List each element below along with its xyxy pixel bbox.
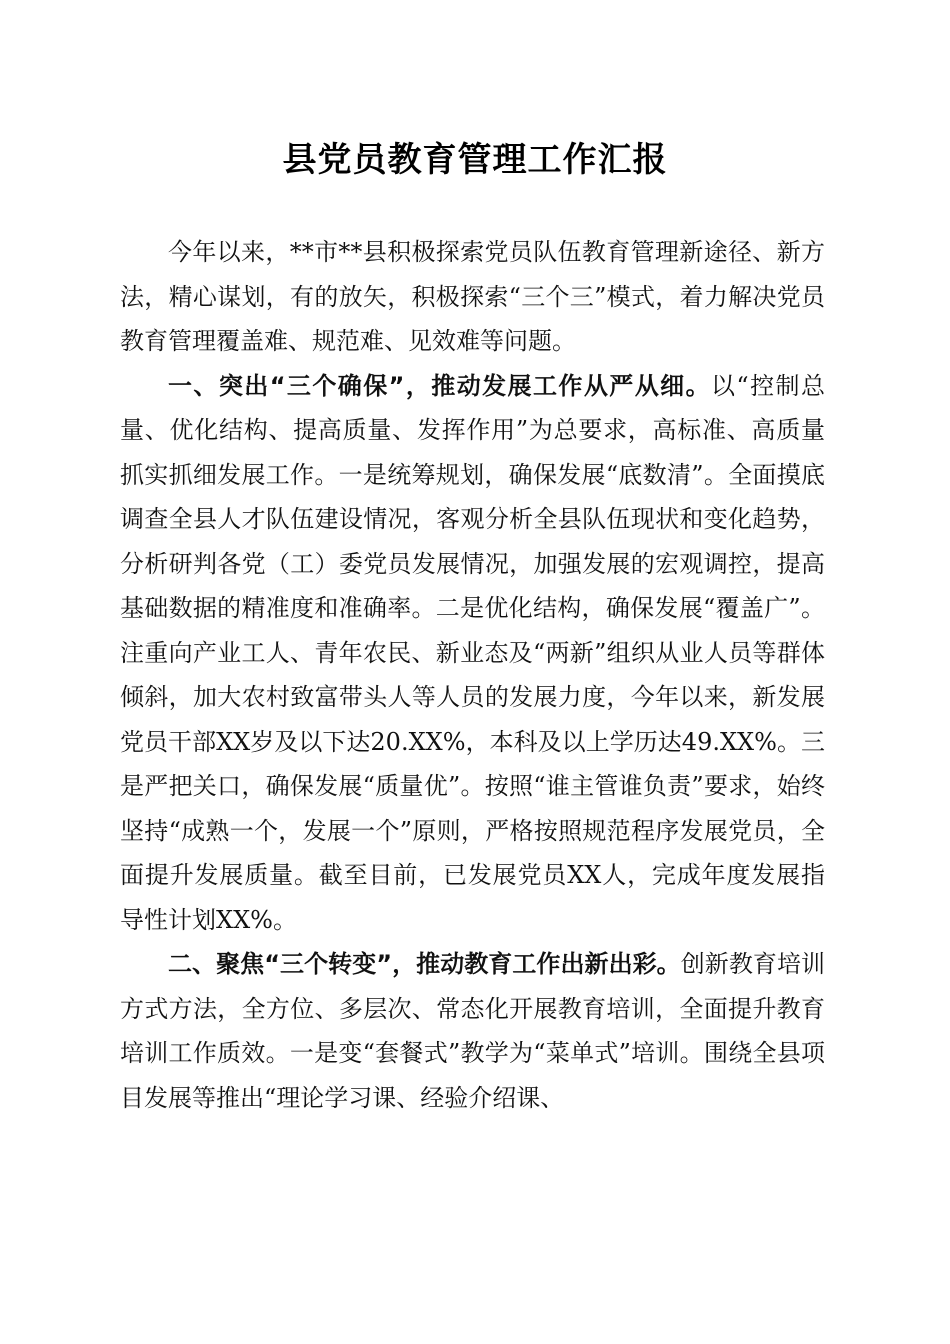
paragraph-text: 创新教育培训方式方法，全方位、多层次、常态化开展教育培训，全面提升教育培训工作质效。一是变“套餐式”教学为“菜单式”培训。围绕全县项目发展等推出“理论学习课、经验介绍课、 [120,950,826,1112]
section-heading: 一、突出“三个确保”，推动发展工作从严从细。 [168,371,711,400]
document-body [120,230,825,1120]
paragraph-text: 今年以来，**市**县积极探索党员队伍教育管理新途径、新方法，精心谋划，有的放矢，积极探索“三个三”模式，着力解决党员教育管理覆盖难、规范难、见效难等问题。 [120,238,825,355]
section-heading: 二、聚焦“三个转变”，推动教育工作出新出彩。 [168,950,681,978]
paragraph-section-one [120,364,825,943]
paragraph-section-two [120,942,825,1120]
paragraph-intro [120,230,825,364]
paragraph-text: 以“控制总量、优化结构、提高质量、发挥作用”为总要求，高标准、高质量抓实抓细发展工作。一是统筹规划，确保发展“底数清”。全面摸底调查全县人才队伍建设情况，客观分析全县队伍现状和变化趋势，分析研判各党（工）委党员发展情况，加强发展的宏观调控，提高基础数据的精准度和准确率。二是优化结构，确保发展“覆盖广”。注重向产业工人、青年农民、新业态及“两新”组织从业人员等群体倾斜，加大农村致富带头人等人员的发展力度，今年以来，新发展党员干部XX岁及以下达20.XX%，本科及以上学历达49.XX%。三是严把关口，确保发展“质量优”。按照“谁主管谁负责”要求，始终坚持“成熟一个，发展一个”原则，严格按照规范程序发展党员，全面提升发展质量。截至目前，已发展党员XX人，完成年度发展指导性计划XX%。 [120,371,825,934]
document-title: 县党员教育管理工作汇报 [282,140,668,180]
